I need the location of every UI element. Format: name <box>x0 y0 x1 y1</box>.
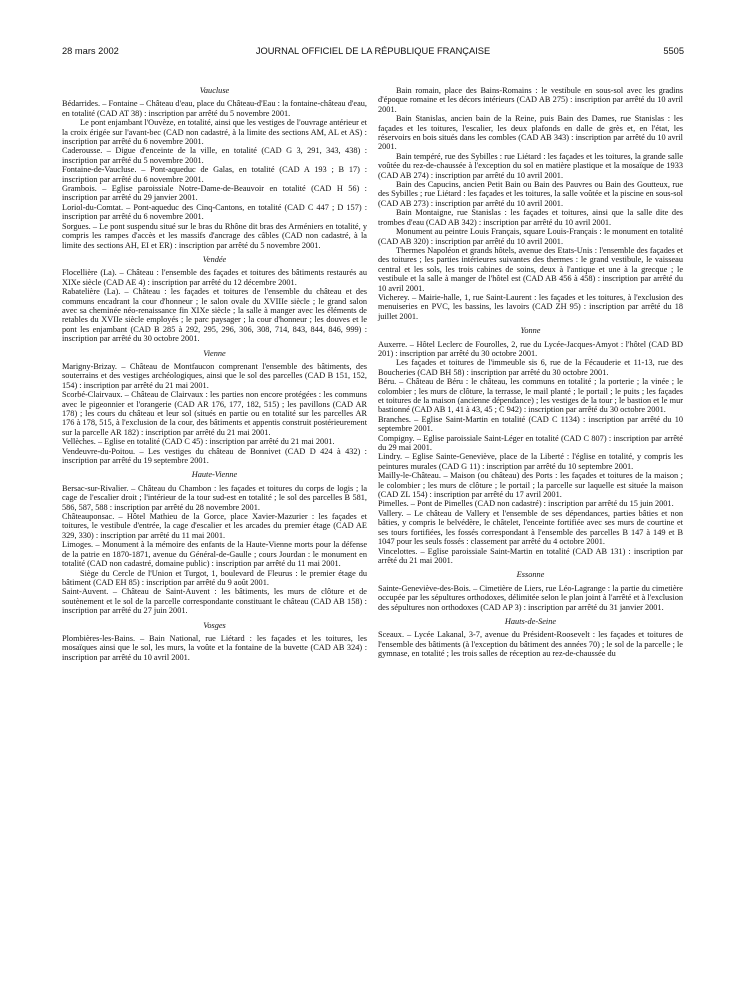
entry-caderousse: Caderousse. – Digue d'enceinte de la ville, en totalité (CAD G 3, 291, 343, 438) : inscription par arrêté du 5 novembre 2001. <box>62 146 367 165</box>
section-heading-yonne: Yonne <box>520 326 541 336</box>
entry-flocelliere: Flocellière (La). – Château : l'ensemble des façades et toitures des bâtiments restaurés au XIXe siècle (CAD AE 4) : inscription par arrêté du 12 décembre 2001. <box>62 268 367 287</box>
entry-monument-louis-francais: Monument au peintre Louis Français, square Louis-Français : le monument en totalité (CAD AB 320) : inscription par arrêté du 10 avril 2001. <box>378 227 683 246</box>
right-column <box>378 86 683 659</box>
entry-velleches: Vellèches. – Eglise en totalité (CAD C 45) : inscription par arrêté du 21 mai 2001. <box>62 437 335 447</box>
entry-marigny-brizay: Marigny-Brizay. – Château de Montfaucon comprenant l'ensemble des bâtiments, des souterrains et des vestiges archéologiques, ainsi que le sol des parcelles (CAD B 151, 152, 154) : inscription par arrêté du 21 mai 2001. <box>62 361 367 390</box>
entry-sorgues: Sorgues. – Le pont suspendu situé sur le bras du Rhône dit bras des Arméniers en totalité, y compris les rampes d'accès et les massifs d'ancrage des câbles (CAD non cadastré, à la limite des sections AH, EI et ER) : inscription par arrêté du 5 novembre 2001. <box>62 221 367 250</box>
entry-bedarrides: Bédarrides. – Fontaine – Château d'eau, place du Château-d'Eau : la fontaine-château d'eau, en totalité (CAD AT 38) : inscription par arrêté du 5 novembre 2001. <box>62 99 367 118</box>
entry-branches: Branches. – Eglise Saint-Martin en totalité (CAD C 1134) : inscription par arrêté du 10 septembre 2001. <box>378 414 683 434</box>
entry-beru: Béru. – Château de Béru : le château, les communs en totalité ; la porterie ; la vinée ; le colombier ; les murs de clôture, la terrasse, le mail planté ; le portail ; le puits ; les façades et toitures de la maison (ancienne dépendance) ; les vestiges de la tour ; le bastion et le mur bastionné (CAD AB 1, 41 à 43, 45 ; C 942) : inscription par arrêté du 30 octobre 2001. <box>378 377 683 415</box>
header-title: JOURNAL OFFICIEL DE LA RÉPUBLIQUE FRANÇAISE <box>255 46 491 56</box>
entry-lindry: Lindry. – Eglise Sainte-Geneviève, place de la Liberté : l'église en totalité, y compris les peintures murales (CAD G 11) : inscription par arrêté du 10 septembre 2001. <box>378 452 683 471</box>
entry-vendeuvre-du-poitou: Vendeuvre-du-Poitou. – Les vestiges du château de Bonnivet (CAD D 424 à 432) : inscription par arrêté du 19 septembre 2001. <box>62 446 367 466</box>
entry-plombieres-les-bains: Plombières-les-Bains. – Bain National, rue Liétard : les façades et les toitures, les mosaïques ainsi que le sol, les murs, la voûte et la fontaine de la buvette (CAD AB 324) : inscription par arrêté du 10 avril 2001. <box>62 633 367 662</box>
entry-chateauponsac: Châteauponsac. – Hôtel Mathieu de la Gorce, place Xavier-Mazurier : les façades et toitures, le vestibule d'entrée, la cage d'escalier et les arcades du premier étage (CAD AE 329, 330) : inscription par arrêté du 11 mai 2001. <box>62 512 367 540</box>
left-column <box>62 86 367 662</box>
section-heading-essonne: Essonne <box>516 570 545 580</box>
entry-bersac-sur-rivalier: Bersac-sur-Rivalier. – Château du Chambon : les façades et toitures du corps de logis ; la cage de l'escalier droit ; l'intérieur de la tour sud-est en totalité ; le sol des parcelles B 581, 586, 587, 588 : inscription par arrêté du 28 novembre 2001. <box>62 483 367 512</box>
entry-vallery: Vallery. – Le château de Vallery et l'ensemble de ses dépendances, parties bâties et non bâties, y compris le belvédère, le châtelet, l'enceinte fortifiée avec ses murs de courtine et ses tours fortifiées, les fossés correspondant à l'ensemble des parcelles B 147 à 149 et B 1047 pour les seuls fossés : classement par arrêté du 4 octobre 2001. <box>378 508 683 547</box>
entry-compigny: Compigny. – Eglise paroissiale Saint-Léger en totalité (CAD C 807) : inscription par arrêté du 29 mai 2001. <box>378 433 683 453</box>
entry-loriol-du-comtat: Loriol-du-Comtat. – Pont-aqueduc des Cinq-Cantons, en totalité (CAD C 447 ; D 157) : inscription par arrêté du 6 novembre 2001. <box>62 202 367 222</box>
entry-rabateliere: Rabatelière (La). – Château : les façades et toitures de l'ensemble du château et des communs encadrant la cour d'honneur ; le salon ovale du XVIIIe siècle ; le grand salon avec sa cheminée néo-renaissance fin XIXe siècle ; la salle à manger avec les éléments de retables du XVIIe siècle employés ; le parc paysager ; la cour d'honneur ; les douves et le pont les enjambant (CAD B 285 à 292, 295, 296, 306, 308, 714, 843, 844, 846, 999) : inscription par arrêté du 30 octobre 2001. <box>62 287 367 344</box>
section-heading-vienne: Vienne <box>203 348 226 358</box>
entry-fontaine-de-vaucluse: Fontaine-de-Vaucluse. – Pont-aqueduc de Galas, en totalité (CAD A 193 ; B 17) : inscription par arrêté du 6 novembre 2001. <box>62 165 367 184</box>
entry-thermes-napoleon: Thermes Napoléon et grands hôtels, avenue des Etats-Unis : l'ensemble des façades et des toitures ; les parties intérieures suivantes des thermes : le grand vestibule, le vaisseau central et les sols, les trois cabines de soins, deux à l'antique et une à la grecque ; le vestibule et la salle à manger de l'hôtel est (CAD AB 456 à 458) : inscription par arrêté du 10 avril 2001. <box>378 245 683 293</box>
entry-bain-montaigne: Bain Montaigne, rue Stanislas : les façades et toitures, ainsi que la salle dite des trombes d'eau (CAD AB 342) : inscription par arrêté du 10 avril 2001. <box>378 208 683 227</box>
entry-scorbe-clairvaux: Scorbé-Clairvaux. – Château de Clairvaux : les parties non encore protégées : les communs avec le pigeonnier et l'orangerie (CAD AR 176, 177, 182, 515) ; les pavillons (CAD AR 178) ; les cours du château et leur sol (situés en partie ou en totalité sur les parcelles AR 176 à 178, 515, à l'exclusion de la cour, des bâtiments et appentis construit postérieurement sur la parcelle AR 182) : inscription par arrêté du 21 mai 2001. <box>62 390 367 437</box>
entry-pimelles: Pimelles. – Pont de Pimelles (CAD non cadastré) : inscription par arrêté du 15 juin 2001. <box>378 499 674 509</box>
entry-auxerre: Auxerre. – Hôtel Leclerc de Fourolles, 2, rue du Lycée-Jacques-Amyot : l'hôtel (CAD BD 201) : inscription par arrêté du 30 octobre 2001. <box>378 339 683 358</box>
entry-vincelottes: Vincelottes. – Eglise paroissiale Saint-Martin en totalité (CAD AB 131) : inscription par arrêté du 21 mai 2001. <box>378 546 683 565</box>
page-header <box>62 44 684 58</box>
entry-bain-tempere: Bain tempéré, rue des Sybilles : rue Liétard : les façades et les toitures, la grande salle voûtée du rez-de-chaussée à l'exception du sol en matière plastique et la mosaïque de 1933 (CAD AB 274) : inscription par arrêté du 10 avril 2001. <box>378 151 683 180</box>
entry-bain-romain: Bain romain, place des Bains-Romains : le vestibule en sous-sol avec les gradins d'époque romaine et les décors intérieurs (CAD AB 275) : inscription par arrêté du 10 avril 2001. <box>378 86 683 114</box>
section-heading-hauts-de-seine: Hauts-de-Seine <box>504 616 557 626</box>
section-heading-vaucluse: Vaucluse <box>199 86 230 95</box>
section-heading-vosges: Vosges <box>203 620 226 630</box>
entry-saint-auvent: Saint-Auvent. – Château de Saint-Auvent : les bâtiments, les murs de clôture et de soutènement et le sol de la parcelle correspondante constituant le château (CAD AB 158) : inscription par arrêté du 27 juin 2001. <box>62 587 367 616</box>
entry-limoges-cercle: Siège du Cercle de l'Union et Turgot, 1, boulevard de Fleurus : le premier étage du bâtiment (CAD EH 85) : inscription par arrêté du 9 août 2001. <box>62 568 367 587</box>
entry-limoges: Limoges. – Monument à la mémoire des enfants de la Haute-Vienne morts pour la défense de la patrie en 1870-1871, avenue du Général-de-Gaulle ; cours Jourdan : le monument en totalité (CAD non cadastré, domaine public) : inscription par arrêté du 11 mai 2001. <box>62 540 367 569</box>
entry-grambois: Grambois. – Eglise paroissiale Notre-Dame-de-Beauvoir en totalité (CAD H 56) : inscription par arrêté du 29 janvier 2001. <box>62 184 367 203</box>
entry-bain-stanislas: Bain Stanislas, ancien bain de la Reine, puis Bain des Dames, rue Stanislas : les façades et les toitures, l'escalier, les deux plafonds en dalle de grès et, en l'état, les réservoirs en bois situés dans les combles (CAD AB 343) : inscription par arrêté du 10 avril 2001. <box>378 114 683 152</box>
entry-bain-des-capucins: Bain des Capucins, ancien Petit Bain ou Bain des Pauvres ou Bain des Goutteux, rue des Sybilles ; rue Liétard : les façades et les toitures, la salle voûtée et la piscine en sous-sol (CAD AB 273) : inscription par arrêté du 10 avril 2001. <box>378 180 683 208</box>
entry-mailly-le-chateau: Mailly-le-Château. – Maison (ou château) des Ports : les façades et toitures de la maison ; le colombier ; les murs de clôture ; le portail ; la parcelle sur laquelle est située la maison (CAD ZL 154) : inscription par arrêté du 17 avril 2001. <box>378 471 683 500</box>
section-heading-haute-vienne: Haute-Vienne <box>191 470 238 480</box>
entry-auxerre-immeuble: Les façades et toitures de l'immeuble sis 6, rue de la Fécauderie et 11-13, rue des Boucheries (CAD BH 58) : inscription par arrêté du 30 octobre 2001. <box>378 358 683 377</box>
page-number: 5505 <box>663 46 684 56</box>
entry-sceaux: Sceaux. – Lycée Lakanal, 3-7, avenue du Président-Roosevelt : les façades et toitures de l'ensemble des bâtiments (à l'exception du bâtiment des années 70) ; le sol de la parcelle ; le gymnase, en totalité ; les trois salles de réception au rez-de-chaussée du <box>378 630 683 659</box>
entry-sainte-genevieve-des-bois: Sainte-Geneviève-des-Bois. – Cimetière de Liers, rue Léo-Lagrange : la partie du cimetière occupée par les sépultures orthodoxes, délimitée selon le plan joint à l'arrêté et à l'exclusion des sépultures non orthodoxes (CAD AP 3) : inscription par arrêté du 31 janvier 2001. <box>378 583 683 612</box>
entry-bedarrides-pont: Le pont enjambant l'Ouvèze, en totalité, ainsi que les vestiges de l'ouvrage antérieur et la croix érigée sur l'avant-bec (CAD non cadastré, à la limite des sections AM, AL et AS) : inscription par arrêté du 6 novembre 2001. <box>62 118 367 147</box>
header-date: 28 mars 2002 <box>62 46 119 56</box>
section-heading-vendee: Vendée <box>202 254 227 264</box>
entry-vicherey: Vicherey. – Mairie-halle, 1, rue Saint-Laurent : les façades et les toitures, à l'exclusion des menuiseries en PVC, les bassins, les lavoirs (CAD ZH 95) : inscription par arrêté du 18 juillet 2001. <box>378 292 683 321</box>
